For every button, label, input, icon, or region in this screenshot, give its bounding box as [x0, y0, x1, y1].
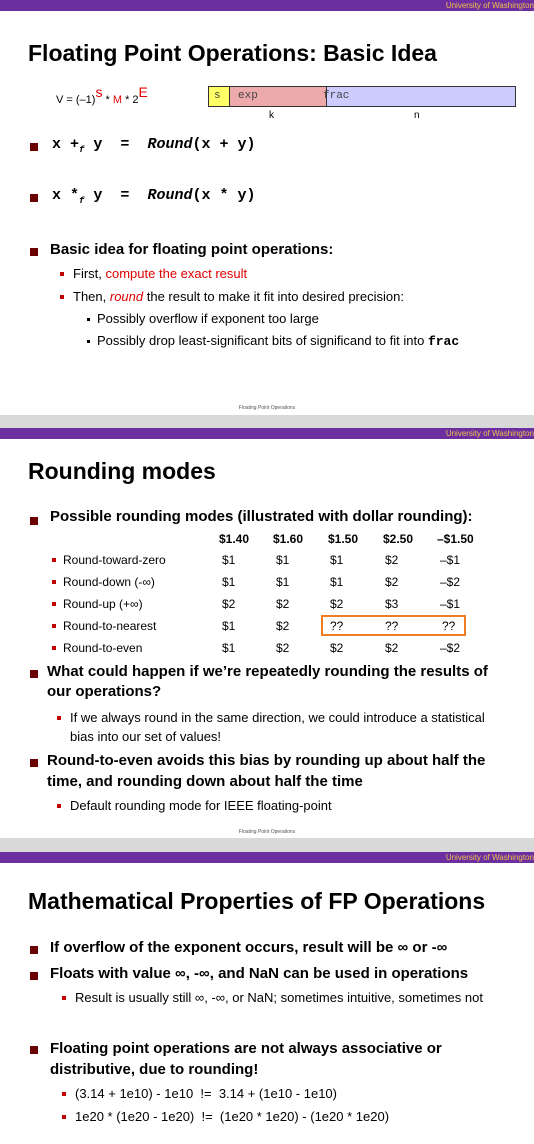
- label-k: k: [269, 110, 274, 121]
- bullet-square: [30, 759, 38, 767]
- field-s-label: s: [214, 90, 221, 102]
- col-header: –$1.50: [437, 532, 474, 546]
- slide-math-properties: [0, 852, 534, 1144]
- row-cell: $2: [276, 641, 290, 655]
- eq-add-eq: y =: [84, 136, 148, 153]
- bullet-square: [30, 517, 38, 525]
- example-associative: (3.14 + 1e10) - 1e10 != 3.14 + (1e10 - 1e10): [75, 1086, 337, 1101]
- row-cell: $2: [222, 597, 236, 611]
- slide-footer: Floating Point Operations: [238, 829, 296, 835]
- first-highlight: compute the exact result: [105, 266, 248, 281]
- row-cell: ??: [330, 619, 344, 633]
- formula-times-2: *: [125, 94, 130, 106]
- bullet-square: [30, 143, 38, 151]
- equation-mul: [52, 187, 255, 206]
- basic-idea-heading: Basic idea for floating point operations:: [50, 241, 334, 258]
- bullet-dot: [87, 318, 90, 321]
- then-text: Then,: [73, 289, 110, 304]
- eq-add-round: Round: [147, 136, 193, 153]
- bullet-dot: [87, 340, 90, 343]
- example-distributive: 1e20 * (1e20 - 1e20) != (1e20 * 1e20) - (1e20 * 1e20): [75, 1109, 390, 1124]
- slide-title: Rounding modes: [28, 458, 216, 484]
- possible-modes-heading: Possible rounding modes (illustrated with dollar rounding):: [50, 508, 473, 525]
- floats-special: Floats with value ∞, -∞, and NaN can be used in operations: [50, 965, 469, 982]
- col-header: $1.40: [219, 532, 250, 546]
- col-header: $1.60: [273, 532, 304, 546]
- row-mode: Round-up (+∞): [63, 597, 143, 611]
- overflow-exponent: If overflow of the exponent occurs, result will be ∞ or -∞: [50, 939, 448, 956]
- slide-basic-idea: [0, 0, 534, 415]
- slide-footer: Floating Point Operations: [238, 405, 296, 411]
- bullet-small: [60, 272, 64, 276]
- row-cell: $1: [222, 575, 236, 589]
- row-cell: $1: [276, 553, 290, 567]
- bullet-small: [52, 580, 56, 584]
- row-cell: $1: [330, 553, 344, 567]
- row-cell: –$2: [440, 641, 461, 655]
- eq-mul-round: Round: [147, 187, 193, 204]
- field-frac-label: frac: [323, 90, 350, 102]
- default-mode: Default rounding mode for IEEE floating-point: [70, 798, 332, 813]
- equation-add: [52, 136, 255, 155]
- header-band: [0, 852, 534, 863]
- bullet-small: [62, 1092, 66, 1096]
- row-cell: $1: [222, 619, 236, 633]
- bullet-square: [30, 946, 38, 954]
- eq-mul-sub: f: [79, 196, 85, 206]
- row-mode: Round-to-even: [63, 641, 143, 655]
- row-cell: $1: [222, 553, 236, 567]
- row-cell: $2: [330, 641, 344, 655]
- value-formula: [56, 84, 148, 106]
- row-mode: Round-to-nearest: [63, 619, 157, 633]
- eq-mul-eq: y =: [84, 187, 148, 204]
- eq-add-lhs: x +: [52, 136, 80, 153]
- formula-sign: s: [95, 84, 103, 100]
- eq-mul-lhs: x *: [52, 187, 80, 204]
- bullet-square: [30, 248, 38, 256]
- slide-rounding-modes: [0, 428, 534, 838]
- row-cell: $1: [222, 641, 236, 655]
- what-could-happen-1: What could happen if we’re repeatedly rounding the results of: [47, 663, 488, 680]
- row-cell: ??: [442, 619, 456, 633]
- not-associative-2: distributive, due to rounding!: [50, 1061, 259, 1078]
- bullet-small: [60, 295, 64, 299]
- round-to-even-2: time, and rounding down about half the time: [47, 773, 363, 790]
- row-cell: –$1: [440, 597, 461, 611]
- university-label: University of Washington: [445, 429, 534, 438]
- drop-bits-frac: frac: [427, 334, 460, 349]
- header-band: [0, 428, 534, 439]
- row-cell: ??: [385, 619, 399, 633]
- eq-add-sub: f: [79, 145, 85, 155]
- university-label: University of Washington: [445, 853, 534, 862]
- first-line: [73, 266, 247, 281]
- formula-v: V = (–1): [56, 94, 96, 106]
- then-line: [73, 289, 404, 304]
- bullet-small: [62, 1115, 66, 1119]
- bullet-small: [57, 716, 61, 720]
- university-label: University of Washington: [445, 1, 534, 10]
- then-round: round: [109, 289, 144, 304]
- bullet-square: [30, 194, 38, 202]
- header-band: [0, 0, 534, 11]
- bullet-small: [52, 624, 56, 628]
- formula-exponent: E: [138, 84, 148, 100]
- field-exp-label: exp: [238, 90, 258, 102]
- bullet-square: [30, 1046, 38, 1054]
- row-mode: Round-down (-∞): [63, 575, 155, 589]
- overflow-line: Possibly overflow if exponent too large: [97, 311, 319, 326]
- bullet-square: [30, 670, 38, 678]
- row-cell: $1: [330, 575, 344, 589]
- eq-add-arg: (x + y): [192, 136, 256, 153]
- bullet-small: [52, 558, 56, 562]
- always-round-1: If we always round in the same direction, we could introduce a statistical: [70, 710, 485, 725]
- row-cell: $2: [385, 641, 399, 655]
- field-frac: [326, 86, 516, 107]
- then-rest: the result to make it fit into desired precision:: [143, 289, 404, 304]
- bullet-small: [57, 804, 61, 808]
- slide-title: Floating Point Operations: Basic Idea: [28, 40, 437, 66]
- row-cell: $2: [385, 553, 399, 567]
- row-cell: $2: [276, 619, 290, 633]
- bullet-square: [30, 972, 38, 980]
- bullet-small: [62, 996, 66, 1000]
- bullet-small: [52, 602, 56, 606]
- label-n: n: [414, 110, 420, 121]
- drop-bits-text: Possibly drop least-significant bits of significand to fit into: [97, 333, 428, 348]
- col-header: $1.50: [328, 532, 359, 546]
- result-still: Result is usually still ∞, -∞, or NaN; sometimes intuitive, sometimes not: [75, 990, 483, 1005]
- row-mode: Round-toward-zero: [63, 553, 166, 567]
- row-cell: $2: [330, 597, 344, 611]
- not-associative-1: Floating point operations are not always associative or: [50, 1040, 442, 1057]
- always-round-2: bias into our set of values!: [70, 729, 222, 744]
- row-cell: $2: [385, 575, 399, 589]
- slide-title: Mathematical Properties of FP Operations: [28, 888, 486, 914]
- drop-bits-line: [97, 333, 459, 349]
- bullet-small: [52, 646, 56, 650]
- bit-field-diagram: [208, 86, 516, 107]
- eq-mul-arg: (x * y): [192, 187, 256, 204]
- formula-times: *: [105, 94, 110, 106]
- first-text: First,: [73, 266, 106, 281]
- formula-m: M: [112, 94, 123, 106]
- row-cell: $1: [276, 575, 290, 589]
- round-to-even-1: Round-to-even avoids this bias by rounding up about half the: [47, 752, 486, 769]
- formula-two: 2: [132, 94, 139, 106]
- row-cell: $3: [385, 597, 399, 611]
- row-cell: –$1: [440, 553, 461, 567]
- col-header: $2.50: [383, 532, 414, 546]
- row-cell: –$2: [440, 575, 461, 589]
- row-cell: $2: [276, 597, 290, 611]
- what-could-happen-2: our operations?: [47, 683, 162, 700]
